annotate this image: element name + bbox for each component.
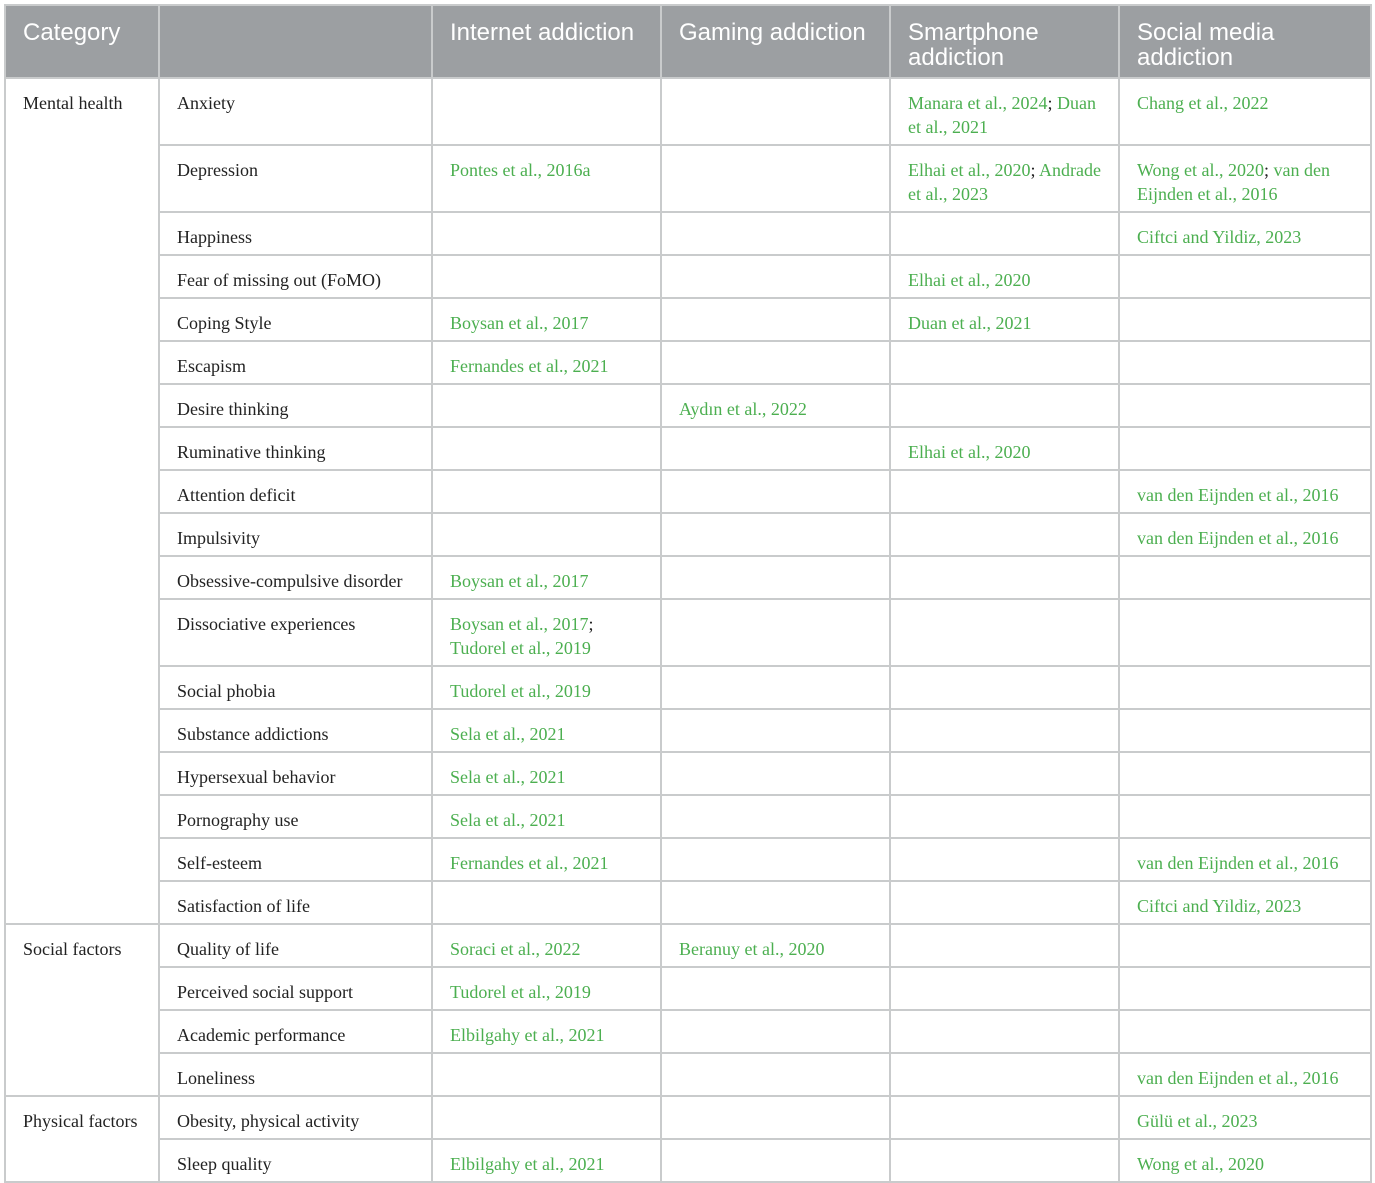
- reference-link[interactable]: Elbilgahy et al., 2021: [450, 1154, 605, 1174]
- reference-link[interactable]: Ciftci and Yildiz, 2023: [1137, 896, 1302, 916]
- category-cell: Physical factors: [5, 1096, 159, 1182]
- factor-cell: Sleep quality: [159, 1139, 432, 1182]
- reference-cell-social-media: [1119, 384, 1371, 427]
- table-row: [5, 255, 1371, 298]
- references-table: [4, 4, 1372, 1183]
- reference-cell-smartphone: [890, 212, 1119, 255]
- reference-cell-internet: [432, 881, 661, 924]
- reference-link[interactable]: van den Eijnden et al., 2016: [1137, 853, 1339, 873]
- reference-link[interactable]: van den Eijnden et al., 2016: [1137, 528, 1339, 548]
- reference-link[interactable]: Boysan et al., 2017: [450, 313, 589, 333]
- header-category: Category: [5, 5, 159, 78]
- reference-link[interactable]: Fernandes et al., 2021: [450, 356, 609, 376]
- reference-cell-social-media: [1119, 924, 1371, 967]
- reference-link[interactable]: Beranuy et al., 2020: [679, 939, 825, 959]
- reference-link[interactable]: van den Eijnden et al., 2016: [1137, 485, 1339, 505]
- reference-cell-gaming: [661, 78, 890, 145]
- reference-cell-internet: [432, 384, 661, 427]
- table-row: [5, 145, 1371, 212]
- reference-link[interactable]: Ciftci and Yildiz, 2023: [1137, 227, 1302, 247]
- reference-cell-internet: [432, 1010, 661, 1053]
- reference-cell-social-media: [1119, 709, 1371, 752]
- reference-cell-gaming: [661, 1096, 890, 1139]
- reference-cell-social-media: [1119, 427, 1371, 470]
- reference-cell-gaming: [661, 298, 890, 341]
- reference-cell-internet: [432, 838, 661, 881]
- reference-cell-smartphone: [890, 427, 1119, 470]
- category-cell: Mental health: [5, 78, 159, 924]
- reference-cell-gaming: [661, 666, 890, 709]
- factor-cell: Obesity, physical activity: [159, 1096, 432, 1139]
- reference-cell-internet: [432, 212, 661, 255]
- header-row: [5, 5, 1371, 78]
- reference-cell-gaming: [661, 427, 890, 470]
- factor-cell: Loneliness: [159, 1053, 432, 1096]
- reference-cell-internet: [432, 709, 661, 752]
- reference-link[interactable]: Tudorel et al., 2019: [450, 681, 591, 701]
- factor-cell: Impulsivity: [159, 513, 432, 556]
- reference-cell-gaming: [661, 881, 890, 924]
- reference-link[interactable]: Boysan et al., 2017: [450, 614, 589, 634]
- reference-cell-smartphone: [890, 709, 1119, 752]
- table-row: [5, 298, 1371, 341]
- reference-cell-internet: [432, 924, 661, 967]
- table-row: [5, 881, 1371, 924]
- table-body: [5, 78, 1371, 1182]
- header-social-media-addiction: Social media addiction: [1119, 5, 1371, 78]
- factor-cell: Attention deficit: [159, 470, 432, 513]
- reference-cell-social-media: [1119, 513, 1371, 556]
- reference-cell-smartphone: [890, 881, 1119, 924]
- reference-link[interactable]: Elhai et al., 2020: [908, 270, 1031, 290]
- reference-separator: ;: [1030, 160, 1036, 180]
- reference-separator: ;: [1264, 160, 1270, 180]
- reference-cell-gaming: [661, 255, 890, 298]
- table-row: [5, 1096, 1371, 1139]
- factor-cell: Desire thinking: [159, 384, 432, 427]
- reference-link[interactable]: Boysan et al., 2017: [450, 571, 589, 591]
- reference-cell-smartphone: [890, 1139, 1119, 1182]
- reference-cell-social-media: [1119, 1010, 1371, 1053]
- reference-cell-social-media: [1119, 838, 1371, 881]
- reference-cell-smartphone: [890, 1096, 1119, 1139]
- reference-link[interactable]: Elhai et al., 2020: [908, 442, 1031, 462]
- reference-link[interactable]: Duan et al., 2021: [908, 93, 1096, 137]
- table-row: [5, 599, 1371, 666]
- reference-cell-social-media: [1119, 470, 1371, 513]
- reference-cell-internet: [432, 752, 661, 795]
- reference-cell-smartphone: [890, 341, 1119, 384]
- reference-cell-smartphone: [890, 924, 1119, 967]
- reference-cell-social-media: [1119, 967, 1371, 1010]
- reference-link[interactable]: Sela et al., 2021: [450, 810, 566, 830]
- factor-cell: Coping Style: [159, 298, 432, 341]
- reference-cell-gaming: [661, 1010, 890, 1053]
- reference-cell-internet: [432, 255, 661, 298]
- reference-link[interactable]: Duan et al., 2021: [908, 313, 1032, 333]
- reference-link[interactable]: Manara et al., 2024: [908, 93, 1048, 113]
- table-row: [5, 341, 1371, 384]
- factor-cell: Anxiety: [159, 78, 432, 145]
- reference-cell-social-media: [1119, 145, 1371, 212]
- table-row: [5, 709, 1371, 752]
- reference-cell-social-media: [1119, 881, 1371, 924]
- factor-cell: Pornography use: [159, 795, 432, 838]
- reference-cell-gaming: [661, 967, 890, 1010]
- reference-cell-gaming: [661, 599, 890, 666]
- reference-cell-internet: [432, 341, 661, 384]
- reference-cell-social-media: [1119, 255, 1371, 298]
- reference-link[interactable]: Sela et al., 2021: [450, 767, 566, 787]
- reference-cell-gaming: [661, 1139, 890, 1182]
- factor-cell: Obsessive-compulsive disorder: [159, 556, 432, 599]
- reference-cell-gaming: [661, 838, 890, 881]
- reference-link[interactable]: Gülü et al., 2023: [1137, 1111, 1258, 1131]
- header-internet-addiction: Internet addiction: [432, 5, 661, 78]
- reference-cell-social-media: [1119, 795, 1371, 838]
- reference-cell-smartphone: [890, 666, 1119, 709]
- reference-link[interactable]: Pontes et al., 2016a: [450, 160, 591, 180]
- reference-link[interactable]: Tudorel et al., 2019: [450, 982, 591, 1002]
- reference-link[interactable]: van den Eijnden et al., 2016: [1137, 1068, 1339, 1088]
- factor-cell: Fear of missing out (FoMO): [159, 255, 432, 298]
- reference-link[interactable]: Aydın et al., 2022: [679, 399, 807, 419]
- reference-cell-smartphone: [890, 384, 1119, 427]
- reference-cell-internet: [432, 1139, 661, 1182]
- factor-cell: Academic performance: [159, 1010, 432, 1053]
- reference-cell-smartphone: [890, 795, 1119, 838]
- reference-cell-internet: [432, 556, 661, 599]
- table-row: [5, 838, 1371, 881]
- reference-cell-gaming: [661, 1053, 890, 1096]
- reference-cell-internet: [432, 666, 661, 709]
- table-row: [5, 427, 1371, 470]
- reference-cell-gaming: [661, 384, 890, 427]
- reference-cell-smartphone: [890, 255, 1119, 298]
- table-row: [5, 1139, 1371, 1182]
- reference-cell-social-media: [1119, 298, 1371, 341]
- reference-cell-smartphone: [890, 78, 1119, 145]
- table-row: [5, 924, 1371, 967]
- reference-cell-social-media: [1119, 1096, 1371, 1139]
- reference-cell-gaming: [661, 145, 890, 212]
- reference-link[interactable]: Fernandes et al., 2021: [450, 853, 609, 873]
- header-factor: [159, 5, 432, 78]
- reference-link[interactable]: Soraci et al., 2022: [450, 939, 581, 959]
- reference-cell-smartphone: [890, 838, 1119, 881]
- table-row: [5, 384, 1371, 427]
- header-gaming-addiction: Gaming addiction: [661, 5, 890, 78]
- factor-cell: Quality of life: [159, 924, 432, 967]
- reference-cell-social-media: [1119, 212, 1371, 255]
- reference-separator: ;: [1047, 93, 1053, 113]
- reference-link[interactable]: van den Eijnden et al., 2016: [1137, 160, 1331, 204]
- factor-cell: Happiness: [159, 212, 432, 255]
- table-row: [5, 967, 1371, 1010]
- reference-cell-gaming: [661, 924, 890, 967]
- factor-cell: Ruminative thinking: [159, 427, 432, 470]
- reference-cell-internet: [432, 599, 661, 666]
- reference-cell-gaming: [661, 709, 890, 752]
- reference-cell-gaming: [661, 795, 890, 838]
- reference-cell-internet: [432, 78, 661, 145]
- reference-cell-internet: [432, 967, 661, 1010]
- reference-link[interactable]: Wong et al., 2020: [1137, 160, 1265, 180]
- reference-cell-smartphone: [890, 1053, 1119, 1096]
- reference-cell-smartphone: [890, 513, 1119, 556]
- category-cell: Social factors: [5, 924, 159, 1096]
- reference-cell-smartphone: [890, 752, 1119, 795]
- reference-link[interactable]: Chang et al., 2022: [1137, 93, 1269, 113]
- reference-cell-smartphone: [890, 556, 1119, 599]
- reference-link[interactable]: Wong et al., 2020: [1137, 1154, 1265, 1174]
- table-row: [5, 752, 1371, 795]
- reference-cell-internet: [432, 470, 661, 513]
- factor-cell: Depression: [159, 145, 432, 212]
- factor-cell: Perceived social support: [159, 967, 432, 1010]
- factor-cell: Dissociative experiences: [159, 599, 432, 666]
- table-row: [5, 212, 1371, 255]
- reference-cell-social-media: [1119, 556, 1371, 599]
- reference-separator: ;: [588, 614, 594, 634]
- reference-cell-smartphone: [890, 599, 1119, 666]
- reference-cell-internet: [432, 795, 661, 838]
- reference-cell-social-media: [1119, 752, 1371, 795]
- factor-cell: Self-esteem: [159, 838, 432, 881]
- reference-cell-smartphone: [890, 967, 1119, 1010]
- table-row: [5, 470, 1371, 513]
- table-row: [5, 513, 1371, 556]
- reference-cell-gaming: [661, 752, 890, 795]
- reference-cell-gaming: [661, 212, 890, 255]
- reference-cell-gaming: [661, 470, 890, 513]
- reference-cell-social-media: [1119, 1053, 1371, 1096]
- table-row: [5, 1010, 1371, 1053]
- reference-cell-social-media: [1119, 78, 1371, 145]
- reference-cell-gaming: [661, 513, 890, 556]
- reference-cell-gaming: [661, 341, 890, 384]
- reference-cell-internet: [432, 513, 661, 556]
- reference-cell-smartphone: [890, 470, 1119, 513]
- reference-cell-social-media: [1119, 666, 1371, 709]
- table-row: [5, 1053, 1371, 1096]
- factor-cell: Hypersexual behavior: [159, 752, 432, 795]
- reference-cell-internet: [432, 1096, 661, 1139]
- table-row: [5, 78, 1371, 145]
- header-smartphone-addiction: Smartphone addiction: [890, 5, 1119, 78]
- reference-cell-internet: [432, 1053, 661, 1096]
- reference-cell-internet: [432, 427, 661, 470]
- factor-cell: Satisfaction of life: [159, 881, 432, 924]
- reference-link[interactable]: Elbilgahy et al., 2021: [450, 1025, 605, 1045]
- reference-cell-social-media: [1119, 341, 1371, 384]
- factor-cell: Substance addictions: [159, 709, 432, 752]
- factor-cell: Social phobia: [159, 666, 432, 709]
- reference-link[interactable]: Sela et al., 2021: [450, 724, 566, 744]
- factor-cell: Escapism: [159, 341, 432, 384]
- reference-link[interactable]: Elhai et al., 2020: [908, 160, 1031, 180]
- reference-cell-internet: [432, 145, 661, 212]
- reference-cell-social-media: [1119, 599, 1371, 666]
- reference-cell-smartphone: [890, 1010, 1119, 1053]
- table-row: [5, 666, 1371, 709]
- reference-cell-internet: [432, 298, 661, 341]
- reference-link[interactable]: Andrade et al., 2023: [908, 160, 1101, 204]
- table-row: [5, 556, 1371, 599]
- reference-cell-smartphone: [890, 145, 1119, 212]
- reference-link[interactable]: Tudorel et al., 2019: [450, 638, 591, 658]
- reference-cell-gaming: [661, 556, 890, 599]
- reference-cell-smartphone: [890, 298, 1119, 341]
- table-row: [5, 795, 1371, 838]
- reference-cell-social-media: [1119, 1139, 1371, 1182]
